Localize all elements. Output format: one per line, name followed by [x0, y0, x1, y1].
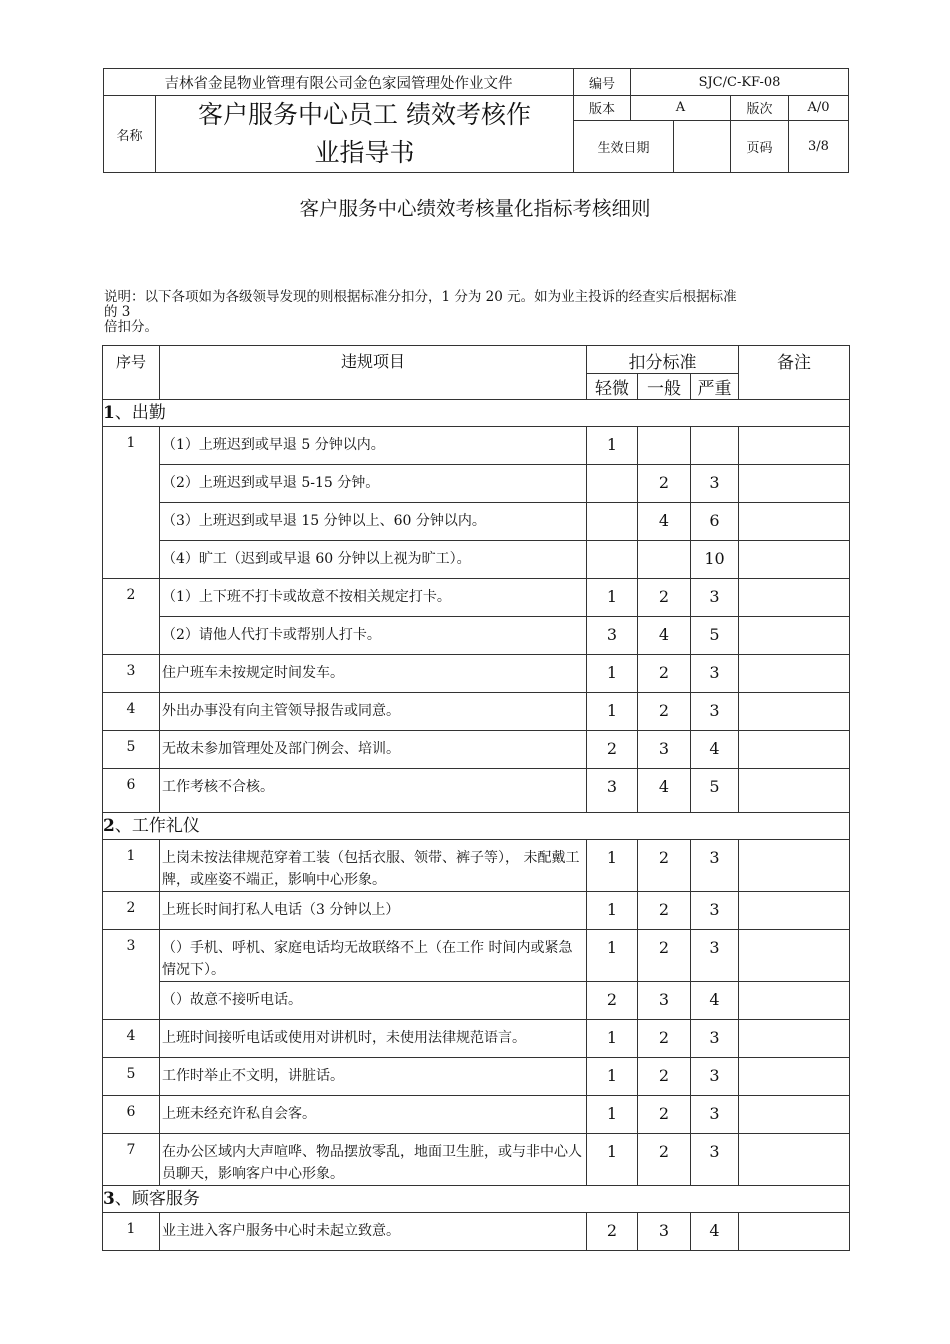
score-minor: [587, 503, 638, 541]
table-row: [103, 465, 850, 503]
remark-cell: [739, 617, 850, 655]
score-minor: 1: [587, 840, 638, 892]
remark-cell: [739, 1020, 850, 1058]
score-severe: 4: [691, 1213, 739, 1251]
page-label: 页码: [731, 120, 789, 172]
remark-cell: [739, 731, 850, 769]
row-number: 6: [103, 769, 160, 813]
section-heading: 客户服务中心绩效考核量化指标考核细则: [299, 197, 651, 220]
score-normal: 2: [638, 1096, 691, 1134]
row-number: 2: [103, 579, 160, 655]
score-normal: 2: [638, 465, 691, 503]
score-normal: 2: [638, 1020, 691, 1058]
table-row: [103, 1134, 850, 1186]
score-severe: 3: [691, 1096, 739, 1134]
note-line-1: 说明：以下各项如为各级领导发现的则根据标准分扣分，1 分为 20 元。如为业主投诉的经查实后根据标准: [104, 289, 737, 305]
score-severe: 3: [691, 693, 739, 731]
section-row: [103, 1186, 850, 1213]
score-minor: 2: [587, 1213, 638, 1251]
row-number: 4: [103, 693, 160, 731]
section-title: [103, 813, 850, 840]
remark-cell: [739, 579, 850, 617]
score-minor: [587, 541, 638, 579]
score-normal: 4: [638, 617, 691, 655]
score-severe: 3: [691, 840, 739, 892]
score-severe: 10: [691, 541, 739, 579]
score-severe: 3: [691, 892, 739, 930]
score-normal: 2: [638, 579, 691, 617]
score-minor: 1: [587, 579, 638, 617]
col-header-severe: 严重: [691, 374, 739, 400]
row-number: 1: [103, 840, 160, 892]
violation-item: 上班未经充许私自会客。: [160, 1096, 587, 1134]
row-number: 5: [103, 1058, 160, 1096]
score-normal: 2: [638, 1058, 691, 1096]
section-number: 3: [103, 1189, 115, 1209]
score-severe: 3: [691, 1058, 739, 1096]
score-minor: 1: [587, 1134, 638, 1186]
section-row: [103, 813, 850, 840]
violation-item: （1）上班迟到或早退 5 分钟以内。: [160, 427, 587, 465]
section-row: [103, 400, 850, 427]
table-row: [103, 693, 850, 731]
violation-item: （2）上班迟到或早退 5-15 分钟。: [160, 465, 587, 503]
row-number: 3: [103, 930, 160, 1020]
name-label: 名称: [104, 96, 156, 173]
score-severe: 4: [691, 982, 739, 1020]
version-label: 版本: [574, 96, 631, 121]
remark-cell: [739, 541, 850, 579]
score-normal: 2: [638, 892, 691, 930]
section-title: [103, 400, 850, 427]
score-normal: 2: [638, 840, 691, 892]
table-row: [103, 1096, 850, 1134]
table-row: [103, 840, 850, 892]
score-severe: 4: [691, 731, 739, 769]
score-minor: 2: [587, 982, 638, 1020]
scoring-table: [102, 345, 850, 1251]
row-number: 3: [103, 655, 160, 693]
violation-item: （1）上下班不打卡或故意不按相关规定打卡。: [160, 579, 587, 617]
score-minor: 1: [587, 892, 638, 930]
table-row: [103, 541, 850, 579]
row-number: 2: [103, 892, 160, 930]
score-normal: 3: [638, 1213, 691, 1251]
col-header-normal: 一般: [638, 374, 691, 400]
section-number: 1: [103, 403, 115, 423]
table-row: [103, 1058, 850, 1096]
table-row: [103, 427, 850, 465]
row-number: 7: [103, 1134, 160, 1186]
row-number: 4: [103, 1020, 160, 1058]
violation-item: 工作考核不合核。: [160, 769, 587, 813]
remark-cell: [739, 427, 850, 465]
section-label: 、出勤: [114, 403, 166, 423]
remark-cell: [739, 655, 850, 693]
violation-item: 上班长时间打私人电话（3 分钟以上）: [160, 892, 587, 930]
score-severe: 3: [691, 579, 739, 617]
table-row: [103, 579, 850, 617]
score-severe: 3: [691, 930, 739, 982]
col-header-remark: 备注: [739, 346, 850, 400]
document-header: [103, 68, 849, 173]
score-normal: 2: [638, 1134, 691, 1186]
score-severe: [691, 427, 739, 465]
col-header-no: 序号: [103, 346, 160, 400]
violation-item: 上岗未按法律规范穿着工装（包括衣服、领带、裤子等）， 未配戴工牌，或座姿不端正，影响中心形象。: [160, 840, 587, 892]
row-number: 6: [103, 1096, 160, 1134]
remark-cell: [739, 769, 850, 813]
page-number: 3/8: [789, 120, 849, 172]
document-title-line2: 业指导书: [314, 138, 415, 167]
score-severe: 3: [691, 655, 739, 693]
document-title: [156, 96, 574, 173]
violation-item: 上班时间接听电话或使用对讲机时，未使用法律规范语言。: [160, 1020, 587, 1058]
score-minor: 1: [587, 1058, 638, 1096]
score-normal: 2: [638, 655, 691, 693]
section-label: 、顾客服务: [114, 1189, 200, 1209]
score-normal: [638, 541, 691, 579]
section-label: 、工作礼仪: [114, 816, 200, 836]
row-number: 1: [103, 1213, 160, 1251]
document-title-line1: 客户服务中心员工 绩效考核作: [198, 100, 531, 129]
remark-cell: [739, 982, 850, 1020]
effective-date-value: [674, 120, 731, 172]
table-row: [103, 731, 850, 769]
remark-cell: [739, 465, 850, 503]
violation-item: （）故意不接听电话。: [160, 982, 587, 1020]
score-severe: 3: [691, 1020, 739, 1058]
row-number: 1: [103, 427, 160, 579]
score-severe: 6: [691, 503, 739, 541]
score-normal: 3: [638, 731, 691, 769]
score-minor: 1: [587, 1096, 638, 1134]
note-line-2: 的 3: [104, 304, 131, 320]
violation-item: （）手机、呼机、家庭电话均无故联络不上（在工作 时间内或紧急情况下）。: [160, 930, 587, 982]
remark-cell: [739, 1058, 850, 1096]
score-minor: 1: [587, 655, 638, 693]
score-severe: 5: [691, 617, 739, 655]
score-normal: 3: [638, 982, 691, 1020]
table-row: [103, 982, 850, 1020]
row-number: 5: [103, 731, 160, 769]
violation-item: 工作时举止不文明，讲脏话。: [160, 1058, 587, 1096]
score-minor: 1: [587, 930, 638, 982]
score-minor: 3: [587, 617, 638, 655]
violation-item: （4）旷工（迟到或早退 60 分钟以上视为旷工）。: [160, 541, 587, 579]
revision-value: A/0: [789, 96, 849, 121]
remark-cell: [739, 1096, 850, 1134]
version-value: A: [631, 96, 731, 121]
table-row: [103, 769, 850, 813]
section-number: 2: [103, 816, 115, 836]
code-value: SJC/C-KF-08: [631, 69, 849, 96]
score-severe: 3: [691, 1134, 739, 1186]
remark-cell: [739, 892, 850, 930]
col-header-standard: 扣分标准: [587, 346, 739, 374]
col-header-minor: 轻微: [587, 374, 638, 400]
score-severe: 3: [691, 465, 739, 503]
score-minor: 2: [587, 731, 638, 769]
score-minor: 1: [587, 1020, 638, 1058]
table-row: [103, 655, 850, 693]
remark-cell: [739, 693, 850, 731]
remark-cell: [739, 1134, 850, 1186]
code-label: 编号: [574, 69, 631, 96]
table-row: [103, 617, 850, 655]
col-header-item: 违规项目: [160, 346, 587, 400]
score-minor: 3: [587, 769, 638, 813]
table-row: [103, 930, 850, 982]
revision-label: 版次: [731, 96, 789, 121]
section-title: [103, 1186, 850, 1213]
table-row: [103, 503, 850, 541]
violation-item: 在办公区域内大声喧哗、物品摆放零乱，地面卫生脏，或与非中心人员聊天，影响客户中心形象。: [160, 1134, 587, 1186]
violation-item: （3）上班迟到或早退 15 分钟以上、60 分钟以内。: [160, 503, 587, 541]
note-line-3: 倍扣分。: [104, 319, 158, 335]
score-normal: 2: [638, 693, 691, 731]
score-severe: 5: [691, 769, 739, 813]
table-row: [103, 892, 850, 930]
score-normal: [638, 427, 691, 465]
violation-item: 住户班车未按规定时间发车。: [160, 655, 587, 693]
company-name: 吉林省金昆物业管理有限公司金色家园管理处作业文件: [104, 69, 574, 96]
table-row: [103, 1020, 850, 1058]
remark-cell: [739, 840, 850, 892]
violation-item: 外出办事没有向主管领导报告或同意。: [160, 693, 587, 731]
table-row: [103, 1213, 850, 1251]
score-minor: 1: [587, 427, 638, 465]
note-text: [104, 290, 844, 335]
score-normal: 4: [638, 503, 691, 541]
score-normal: 2: [638, 930, 691, 982]
effective-date-label: 生效日期: [574, 120, 674, 172]
violation-item: 无故未参加管理处及部门例会、培训。: [160, 731, 587, 769]
remark-cell: [739, 930, 850, 982]
violation-item: 业主进入客户服务中心时未起立致意。: [160, 1213, 587, 1251]
remark-cell: [739, 503, 850, 541]
score-normal: 4: [638, 769, 691, 813]
remark-cell: [739, 1213, 850, 1251]
score-minor: 1: [587, 693, 638, 731]
violation-item: （2）请他人代打卡或帮别人打卡。: [160, 617, 587, 655]
score-minor: [587, 465, 638, 503]
